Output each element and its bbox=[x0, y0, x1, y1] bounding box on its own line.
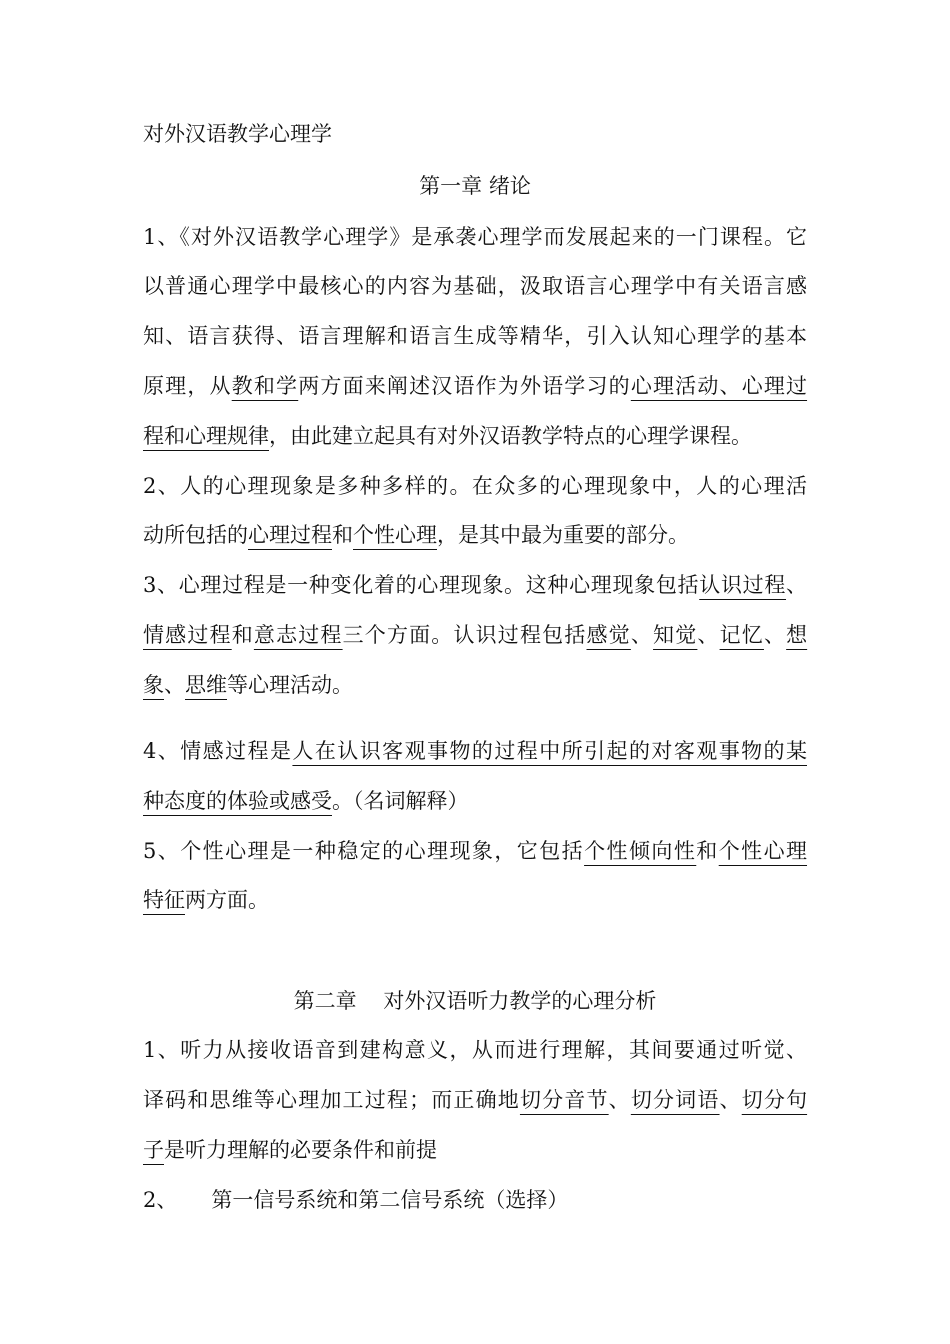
text-segment: 5、个性心理是一种稳定的心理现象，它包括 bbox=[143, 839, 585, 863]
underlined-term: 认识过程 bbox=[699, 573, 787, 597]
underlined-term: 情感过程 bbox=[143, 623, 232, 647]
chapter-2-heading: 第二章 对外汉语听力教学的心理分析 bbox=[293, 989, 657, 1013]
document-title: 对外汉语教学心理学 bbox=[143, 122, 332, 146]
ch1-p3-line-1 bbox=[143, 571, 807, 601]
underlined-term: 切分音节 bbox=[519, 1088, 609, 1112]
text-segment: 、 bbox=[786, 573, 808, 597]
underlined-term: 种态度的体验或感受 bbox=[143, 789, 332, 813]
ch1-p1-line-1: 1、《对外汉语教学心理学》是承袭心理学而发展起来的一门课程。它 bbox=[143, 225, 807, 249]
text-segment: 是听力理解的必要条件和前提 bbox=[164, 1138, 437, 1162]
ch1-p3-line-3 bbox=[143, 671, 807, 701]
ch1-p4-line-2 bbox=[143, 787, 807, 817]
underlined-term: 象 bbox=[143, 673, 164, 697]
ch1-p5-line-1 bbox=[143, 837, 807, 867]
ch1-p2-line-1: 2、人的心理现象是多种多样的。在众多的心理现象中，人的心理活 bbox=[143, 474, 807, 498]
underlined-term: 思维 bbox=[185, 673, 227, 697]
text-segment: 等心理活动。 bbox=[227, 673, 353, 697]
ch1-p3-line-2 bbox=[143, 621, 807, 651]
underlined-term: 程和心理规律 bbox=[143, 424, 269, 448]
text-segment: 、 bbox=[763, 623, 787, 647]
text-segment: 原理，从 bbox=[143, 374, 232, 398]
text-segment: ，由此建立起具有对外汉语教学特点的心理学课程。 bbox=[269, 424, 752, 448]
underlined-term: 子 bbox=[143, 1138, 164, 1162]
text-segment: 动所包括的 bbox=[143, 523, 248, 547]
underlined-term: 特征 bbox=[143, 888, 185, 912]
underlined-term: 个性倾向性 bbox=[584, 839, 697, 863]
underlined-term: 心理活动、心理过 bbox=[630, 374, 808, 398]
text-segment: 、 bbox=[697, 623, 720, 647]
ch2-p2-line bbox=[143, 1186, 807, 1216]
ch1-p1-line-2: 以普通心理学中最核心的内容为基础，汲取语言心理学中有关语言感 bbox=[143, 274, 807, 298]
text-segment: 和 bbox=[231, 623, 254, 647]
text-segment: 、 bbox=[630, 623, 654, 647]
underlined-term: 个性心理 bbox=[718, 839, 808, 863]
underlined-term: 切分句 bbox=[741, 1088, 808, 1112]
underlined-term: 教和学 bbox=[231, 374, 299, 398]
ch1-p4-line-1 bbox=[143, 737, 807, 767]
underlined-term: 感觉 bbox=[586, 623, 631, 647]
text-segment: 4、情感过程是 bbox=[143, 739, 293, 763]
ch1-p1-line-5 bbox=[143, 422, 807, 452]
ch1-p5-line-2 bbox=[143, 886, 807, 916]
text-segment: 两方面来阐述汉语作为外语学习的 bbox=[298, 374, 631, 398]
list-number: 2、 bbox=[143, 1188, 178, 1212]
underlined-term: 记忆 bbox=[719, 623, 764, 647]
text-segment: 、 bbox=[719, 1088, 742, 1112]
text-segment: 、 bbox=[164, 673, 185, 697]
ch1-p1-line-3: 知、语言获得、语言理解和语言生成等精华，引入认知心理学的基本 bbox=[143, 324, 807, 348]
ch2-p1-line-3 bbox=[143, 1136, 807, 1166]
ch1-p1-line-4 bbox=[143, 372, 807, 402]
underlined-term: 人在认识客观事物的过程中所引起的对客观事物的某 bbox=[292, 739, 807, 763]
text-segment: 第一信号系统和第二信号系统（选择） bbox=[211, 1188, 569, 1212]
underlined-term: 想 bbox=[786, 623, 808, 647]
ch1-p2-line-2 bbox=[143, 521, 807, 551]
underlined-term: 知觉 bbox=[653, 623, 698, 647]
text-segment: 。（名词解释） bbox=[332, 789, 469, 813]
underlined-term: 个性心理 bbox=[353, 523, 437, 547]
ch2-p1-line-1: 1、听力从接收语音到建构意义，从而进行理解，其间要通过听觉、 bbox=[143, 1038, 807, 1062]
chapter-1-heading: 第一章 绪论 bbox=[419, 174, 531, 198]
underlined-term: 切分词语 bbox=[630, 1088, 720, 1112]
text-segment: ，是其中最为重要的部分。 bbox=[437, 523, 689, 547]
text-segment: 和 bbox=[332, 523, 353, 547]
underlined-term: 心理过程 bbox=[248, 523, 332, 547]
text-segment: 3、心理过程是一种变化着的心理现象。这种心理现象包括 bbox=[143, 573, 700, 597]
text-segment: 和 bbox=[696, 839, 719, 863]
text-segment: 三个方面。认识过程包括 bbox=[342, 623, 587, 647]
ch2-p1-line-2 bbox=[143, 1086, 807, 1116]
text-segment: 译码和思维等心理加工过程；而正确地 bbox=[143, 1088, 520, 1112]
text-segment: 两方面。 bbox=[185, 888, 269, 912]
underlined-term: 意志过程 bbox=[253, 623, 343, 647]
text-segment: 、 bbox=[608, 1088, 631, 1112]
